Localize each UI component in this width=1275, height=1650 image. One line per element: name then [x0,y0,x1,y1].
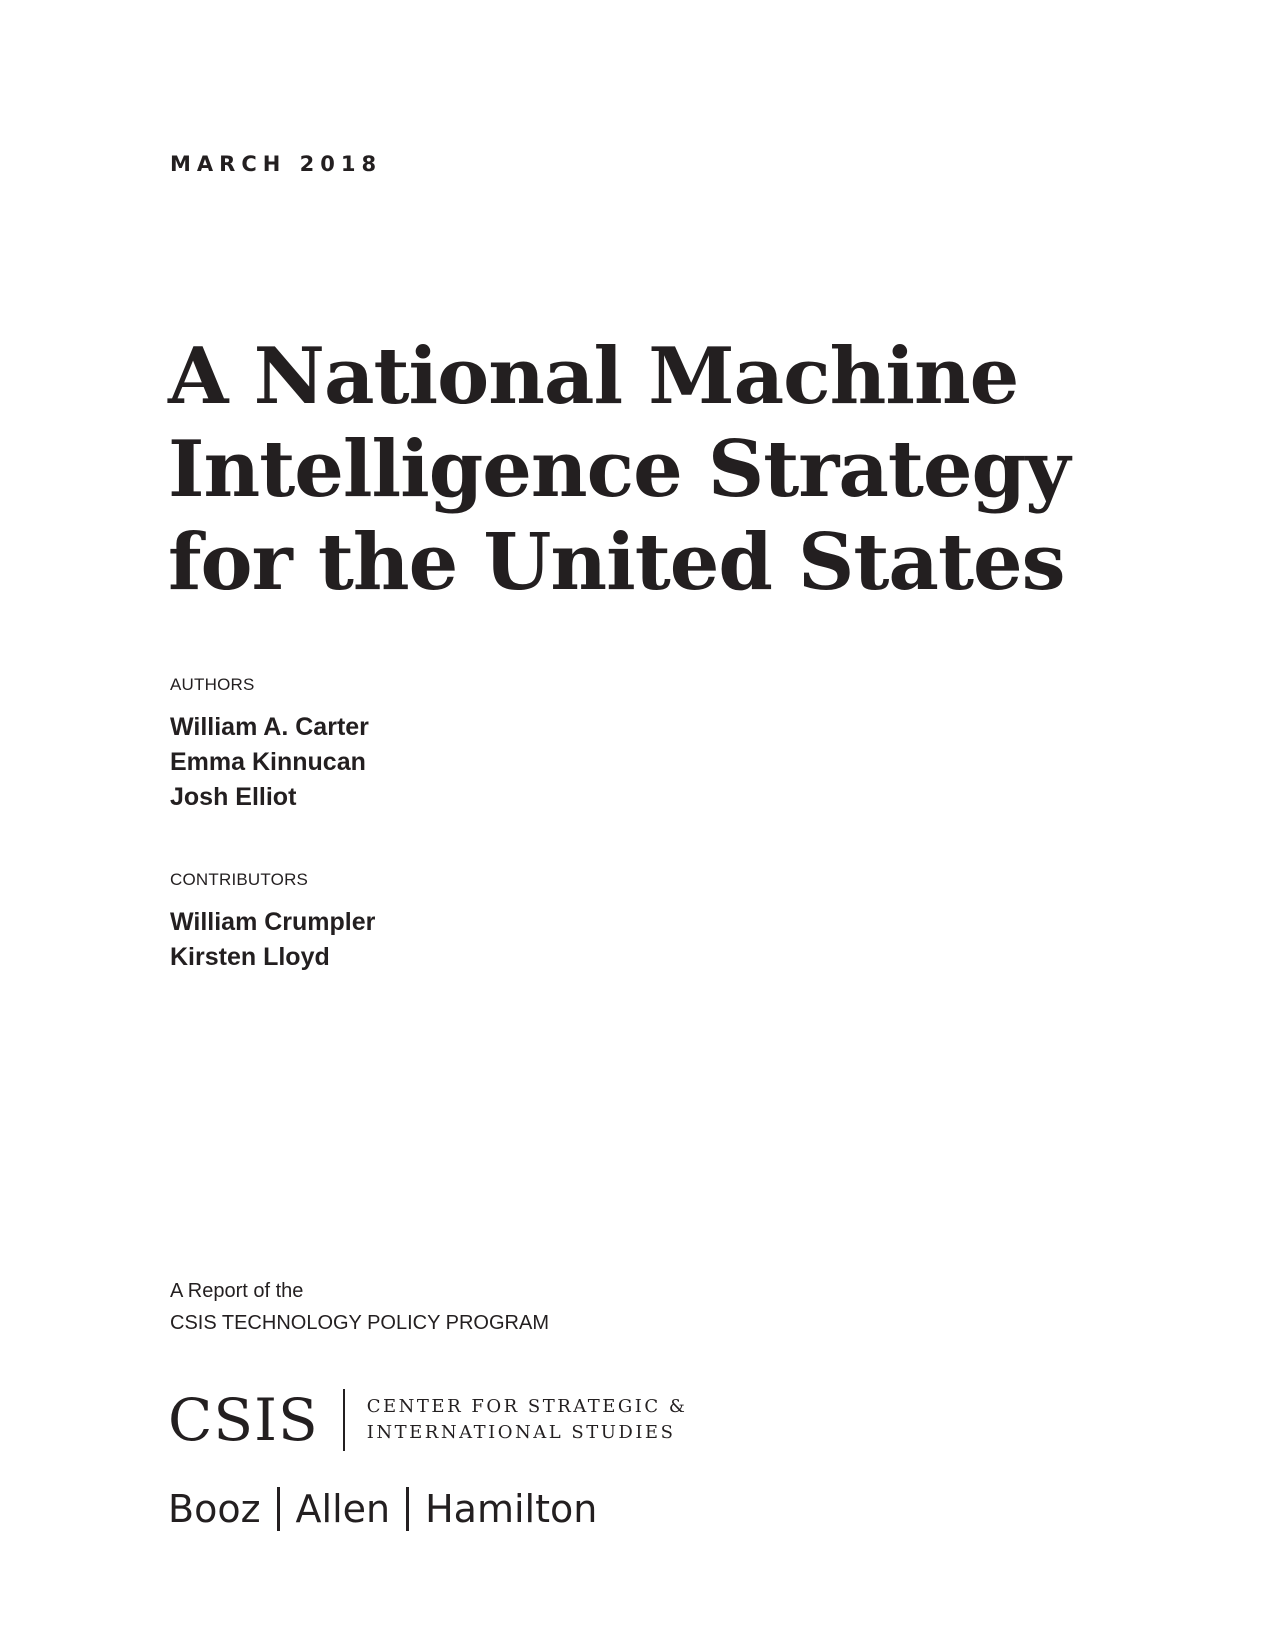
csis-name-line: INTERNATIONAL STUDIES [366,1422,676,1443]
contributor-name: William Crumpler [170,908,376,936]
contributors-label: CONTRIBUTORS [170,870,309,889]
bah-word-booz: Booz [168,1487,261,1531]
csis-logo [168,1386,687,1454]
title-line: A National Machine [168,331,1019,422]
authors-label: AUTHORS [170,675,255,694]
csis-name-line: CENTER FOR STRATEGIC & [366,1396,688,1417]
author-name: Emma Kinnucan [170,748,366,776]
publication-date: MARCH 2018 [170,152,383,176]
program-name: CSIS TECHNOLOGY POLICY PROGRAM [170,1312,549,1334]
csis-wordmark: CSIS [168,1386,319,1454]
logo-divider [277,1487,280,1531]
csis-full-name [367,1394,688,1446]
booz-allen-hamilton-logo [168,1484,597,1534]
contributor-name: Kirsten Lloyd [170,943,330,971]
author-name: Josh Elliot [170,783,297,811]
title-line: for the United States [168,517,1065,608]
report-program [170,1275,549,1339]
logo-divider [343,1389,345,1451]
report-of-line: A Report of the [170,1280,304,1302]
authors-list [170,710,369,815]
bah-word-allen: Allen [295,1487,391,1531]
bah-word-hamilton: Hamilton [425,1487,598,1531]
contributors-list [170,905,375,975]
title-line: Intelligence Strategy [168,424,1070,515]
author-name: William A. Carter [170,713,369,741]
report-title [168,330,1128,609]
logo-divider [406,1487,409,1531]
